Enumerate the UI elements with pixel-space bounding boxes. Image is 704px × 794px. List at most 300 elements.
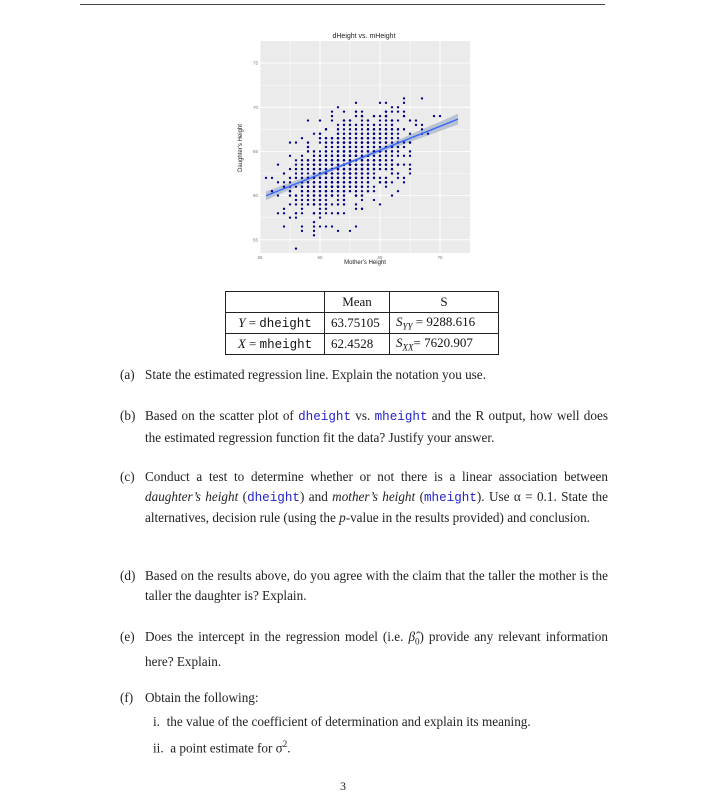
question-tag: (a) bbox=[120, 367, 135, 382]
data-point bbox=[337, 181, 339, 183]
data-point bbox=[349, 230, 351, 232]
data-point bbox=[397, 133, 399, 135]
x-tick-label: 60 bbox=[317, 255, 323, 260]
data-point bbox=[373, 155, 375, 157]
data-point bbox=[385, 137, 387, 139]
data-point bbox=[397, 177, 399, 179]
data-point bbox=[337, 124, 339, 126]
data-point bbox=[403, 146, 405, 148]
data-point bbox=[355, 190, 357, 192]
data-point bbox=[367, 119, 369, 121]
data-point bbox=[379, 141, 381, 143]
data-point bbox=[391, 111, 393, 113]
y-tick-label: 60 bbox=[252, 193, 258, 199]
data-point bbox=[361, 208, 363, 210]
data-point bbox=[391, 194, 393, 196]
data-point bbox=[379, 137, 381, 139]
page-number: 3 bbox=[340, 779, 346, 793]
question-d bbox=[120, 566, 608, 605]
row-variable: X = mheight bbox=[226, 334, 325, 355]
data-point bbox=[301, 212, 303, 214]
data-point bbox=[307, 194, 309, 196]
data-point bbox=[355, 194, 357, 196]
data-point bbox=[337, 146, 339, 148]
data-point bbox=[385, 115, 387, 117]
data-point bbox=[325, 146, 327, 148]
data-point bbox=[403, 181, 405, 183]
data-point bbox=[403, 128, 405, 130]
data-point bbox=[373, 141, 375, 143]
data-point bbox=[367, 168, 369, 170]
data-point bbox=[325, 194, 327, 196]
data-point bbox=[295, 159, 297, 161]
data-point bbox=[385, 181, 387, 183]
data-point bbox=[307, 181, 309, 183]
data-point bbox=[361, 150, 363, 152]
data-point bbox=[283, 208, 285, 210]
data-point bbox=[367, 181, 369, 183]
data-point bbox=[265, 177, 267, 179]
data-point bbox=[319, 137, 321, 139]
data-point bbox=[331, 111, 333, 113]
data-point bbox=[355, 141, 357, 143]
data-point bbox=[391, 150, 393, 152]
data-point bbox=[277, 164, 279, 166]
table-header-s: S bbox=[390, 292, 499, 313]
data-point bbox=[361, 137, 363, 139]
data-point bbox=[385, 119, 387, 121]
data-point bbox=[385, 124, 387, 126]
data-point bbox=[301, 155, 303, 157]
data-point bbox=[409, 164, 411, 166]
data-point bbox=[349, 119, 351, 121]
data-point bbox=[391, 164, 393, 166]
data-point bbox=[379, 177, 381, 179]
data-point bbox=[337, 141, 339, 143]
data-point bbox=[409, 119, 411, 121]
data-point bbox=[331, 177, 333, 179]
data-point bbox=[337, 212, 339, 214]
data-point bbox=[325, 128, 327, 130]
data-point bbox=[355, 115, 357, 117]
data-point bbox=[439, 115, 441, 117]
data-point bbox=[319, 217, 321, 219]
data-point bbox=[271, 177, 273, 179]
data-point bbox=[337, 203, 339, 205]
data-point bbox=[373, 172, 375, 174]
data-point bbox=[403, 155, 405, 157]
data-point bbox=[415, 124, 417, 126]
data-point bbox=[355, 128, 357, 130]
question-tag: (c) bbox=[120, 469, 135, 484]
data-point bbox=[397, 164, 399, 166]
data-point bbox=[409, 172, 411, 174]
data-point bbox=[301, 225, 303, 227]
data-point bbox=[319, 133, 321, 135]
data-point bbox=[349, 190, 351, 192]
data-point bbox=[289, 217, 291, 219]
table-header-blank bbox=[226, 292, 325, 313]
row-mean: 63.75105 bbox=[325, 313, 390, 334]
data-point bbox=[361, 177, 363, 179]
data-point bbox=[301, 159, 303, 161]
data-point bbox=[343, 172, 345, 174]
data-point bbox=[337, 150, 339, 152]
data-point bbox=[331, 119, 333, 121]
data-point bbox=[295, 164, 297, 166]
data-point bbox=[361, 159, 363, 161]
data-point bbox=[361, 119, 363, 121]
data-point bbox=[313, 203, 315, 205]
data-point bbox=[391, 141, 393, 143]
data-point bbox=[331, 194, 333, 196]
data-point bbox=[325, 150, 327, 152]
data-point bbox=[325, 137, 327, 139]
data-point bbox=[271, 190, 273, 192]
data-point bbox=[343, 137, 345, 139]
data-point bbox=[277, 212, 279, 214]
data-point bbox=[385, 168, 387, 170]
data-point bbox=[355, 124, 357, 126]
data-point bbox=[361, 164, 363, 166]
data-point bbox=[331, 181, 333, 183]
data-point bbox=[391, 106, 393, 108]
data-point bbox=[343, 203, 345, 205]
data-point bbox=[379, 124, 381, 126]
data-point bbox=[433, 115, 435, 117]
data-point bbox=[325, 181, 327, 183]
data-point bbox=[325, 190, 327, 192]
data-point bbox=[385, 164, 387, 166]
data-point bbox=[379, 133, 381, 135]
question-text: Does the intercept in the regression model (i.e. $\betâ_0$) provide any relevant information here? Explain. bbox=[145, 629, 608, 670]
data-point bbox=[319, 155, 321, 157]
data-point bbox=[379, 155, 381, 157]
data-point bbox=[331, 146, 333, 148]
data-point bbox=[427, 133, 429, 135]
data-point bbox=[325, 212, 327, 214]
data-point bbox=[403, 102, 405, 104]
data-point bbox=[289, 141, 291, 143]
data-point bbox=[361, 146, 363, 148]
data-point bbox=[319, 141, 321, 143]
data-point bbox=[313, 133, 315, 135]
data-point bbox=[337, 177, 339, 179]
data-point bbox=[349, 133, 351, 135]
data-point bbox=[409, 155, 411, 157]
data-point bbox=[337, 137, 339, 139]
data-point bbox=[367, 128, 369, 130]
data-point bbox=[379, 164, 381, 166]
sub-item-i: i. the value of the coefficient of determination and explain its meaning. bbox=[153, 714, 531, 729]
data-point bbox=[313, 199, 315, 201]
data-point bbox=[331, 141, 333, 143]
data-point bbox=[289, 168, 291, 170]
data-point bbox=[307, 146, 309, 148]
data-point bbox=[379, 102, 381, 104]
data-point bbox=[313, 190, 315, 192]
data-point bbox=[409, 150, 411, 152]
data-point bbox=[409, 133, 411, 135]
data-point bbox=[397, 155, 399, 157]
data-point bbox=[397, 190, 399, 192]
data-point bbox=[397, 137, 399, 139]
data-point bbox=[319, 208, 321, 210]
data-point bbox=[277, 194, 279, 196]
data-point bbox=[277, 181, 279, 183]
data-point bbox=[367, 177, 369, 179]
data-point bbox=[337, 186, 339, 188]
data-point bbox=[337, 199, 339, 201]
data-point bbox=[421, 97, 423, 99]
data-point bbox=[343, 155, 345, 157]
data-point bbox=[301, 203, 303, 205]
data-point bbox=[355, 137, 357, 139]
data-point bbox=[397, 150, 399, 152]
data-point bbox=[379, 146, 381, 148]
data-point bbox=[343, 111, 345, 113]
data-point bbox=[385, 150, 387, 152]
data-point bbox=[397, 119, 399, 121]
data-point bbox=[355, 186, 357, 188]
question-tag: (f) bbox=[120, 690, 134, 705]
data-point bbox=[385, 159, 387, 161]
data-point bbox=[385, 133, 387, 135]
question-text: Obtain the following: bbox=[145, 690, 259, 705]
data-point bbox=[361, 124, 363, 126]
data-point bbox=[385, 186, 387, 188]
data-point bbox=[331, 186, 333, 188]
data-point bbox=[289, 177, 291, 179]
data-point bbox=[301, 177, 303, 179]
data-point bbox=[397, 128, 399, 130]
data-point bbox=[313, 221, 315, 223]
data-point bbox=[391, 168, 393, 170]
data-point bbox=[319, 177, 321, 179]
data-point bbox=[325, 225, 327, 227]
data-point bbox=[313, 181, 315, 183]
data-point bbox=[373, 164, 375, 166]
data-point bbox=[295, 141, 297, 143]
data-point bbox=[331, 164, 333, 166]
data-point bbox=[295, 194, 297, 196]
data-point bbox=[403, 115, 405, 117]
data-point bbox=[355, 164, 357, 166]
data-point bbox=[349, 150, 351, 152]
data-point bbox=[307, 190, 309, 192]
data-point bbox=[337, 133, 339, 135]
table-header-row bbox=[226, 292, 499, 313]
data-point bbox=[355, 102, 357, 104]
scatter-svg bbox=[230, 28, 480, 270]
data-point bbox=[337, 168, 339, 170]
data-point bbox=[373, 177, 375, 179]
data-point bbox=[349, 146, 351, 148]
data-point bbox=[361, 115, 363, 117]
scatter-plot bbox=[230, 28, 480, 270]
data-point bbox=[361, 199, 363, 201]
data-point bbox=[343, 199, 345, 201]
data-point bbox=[421, 128, 423, 130]
data-point bbox=[313, 168, 315, 170]
question-text: Based on the results above, do you agree with the claim that the taller the mother is the taller the daughter is? Explain. bbox=[145, 568, 608, 603]
data-point bbox=[319, 194, 321, 196]
data-point bbox=[391, 159, 393, 161]
data-point bbox=[307, 172, 309, 174]
data-point bbox=[319, 199, 321, 201]
data-point bbox=[367, 190, 369, 192]
data-point bbox=[337, 194, 339, 196]
question-text: Conduct a test to determine whether or not there is a linear association between daughter’s height (dheight) and mother’s height (mheight). Use α = 0.1. State the alternatives, decision rule (using the p-value in the results provided) and conclusion. bbox=[145, 469, 608, 525]
data-point bbox=[331, 150, 333, 152]
row-variable: Y = dheight bbox=[226, 313, 325, 334]
data-point bbox=[325, 186, 327, 188]
data-point bbox=[397, 146, 399, 148]
data-point bbox=[319, 181, 321, 183]
data-point bbox=[349, 159, 351, 161]
data-point bbox=[373, 190, 375, 192]
data-point bbox=[313, 230, 315, 232]
data-point bbox=[295, 247, 297, 249]
table-header-mean: Mean bbox=[325, 292, 390, 313]
data-point bbox=[313, 212, 315, 214]
data-point bbox=[319, 168, 321, 170]
data-point bbox=[295, 172, 297, 174]
data-point bbox=[379, 203, 381, 205]
data-point bbox=[343, 133, 345, 135]
data-point bbox=[325, 155, 327, 157]
y-tick-label: 70 bbox=[252, 104, 258, 110]
data-point bbox=[373, 115, 375, 117]
data-point bbox=[301, 230, 303, 232]
data-point bbox=[337, 106, 339, 108]
data-point bbox=[307, 203, 309, 205]
row-s: $S_{YY} = 9288.616$ bbox=[390, 313, 499, 334]
data-point bbox=[361, 186, 363, 188]
data-point bbox=[391, 181, 393, 183]
data-point bbox=[367, 150, 369, 152]
data-point bbox=[319, 212, 321, 214]
data-point bbox=[343, 146, 345, 148]
data-point bbox=[343, 212, 345, 214]
data-point bbox=[373, 124, 375, 126]
data-point bbox=[307, 119, 309, 121]
data-point bbox=[355, 150, 357, 152]
y-tick-label: 65 bbox=[252, 148, 258, 154]
data-point bbox=[367, 141, 369, 143]
data-point bbox=[391, 128, 393, 130]
data-point bbox=[337, 172, 339, 174]
data-point bbox=[295, 199, 297, 201]
data-point bbox=[337, 230, 339, 232]
data-point bbox=[301, 208, 303, 210]
x-tick-label: 55 bbox=[257, 255, 263, 260]
data-point bbox=[325, 159, 327, 161]
data-point bbox=[325, 199, 327, 201]
data-point bbox=[337, 190, 339, 192]
data-point bbox=[343, 190, 345, 192]
summary-table bbox=[225, 291, 499, 355]
data-point bbox=[403, 141, 405, 143]
data-point bbox=[343, 181, 345, 183]
data-point bbox=[361, 128, 363, 130]
data-point bbox=[409, 141, 411, 143]
data-point bbox=[307, 141, 309, 143]
data-point bbox=[379, 181, 381, 183]
data-point bbox=[289, 181, 291, 183]
data-point bbox=[343, 141, 345, 143]
data-point bbox=[361, 194, 363, 196]
data-point bbox=[283, 181, 285, 183]
data-point bbox=[355, 172, 357, 174]
data-point bbox=[331, 203, 333, 205]
question-tag: (e) bbox=[120, 629, 135, 644]
data-point bbox=[307, 199, 309, 201]
data-point bbox=[337, 164, 339, 166]
data-point bbox=[313, 150, 315, 152]
data-point bbox=[373, 133, 375, 135]
data-point bbox=[349, 172, 351, 174]
data-point bbox=[313, 194, 315, 196]
data-point bbox=[349, 164, 351, 166]
data-point bbox=[307, 159, 309, 161]
data-point bbox=[343, 128, 345, 130]
data-point bbox=[313, 172, 315, 174]
data-point bbox=[403, 164, 405, 166]
data-point bbox=[397, 111, 399, 113]
data-point bbox=[307, 164, 309, 166]
x-tick-label: 70 bbox=[437, 255, 443, 260]
data-point bbox=[379, 128, 381, 130]
data-point bbox=[319, 164, 321, 166]
data-point bbox=[343, 119, 345, 121]
data-point bbox=[331, 212, 333, 214]
data-point bbox=[283, 212, 285, 214]
data-point bbox=[313, 155, 315, 157]
data-point bbox=[349, 181, 351, 183]
question-text: State the estimated regression line. Explain the notation you use. bbox=[145, 367, 486, 382]
chart-title: dHeight vs. mHeight bbox=[332, 33, 396, 40]
question-f bbox=[120, 688, 608, 708]
data-point bbox=[361, 141, 363, 143]
data-point bbox=[283, 172, 285, 174]
question-text: Based on the scatter plot of dheight vs. mheight and the R output, how well does the estimated regression function fit the data? Justify your answer. bbox=[145, 408, 608, 445]
data-point bbox=[355, 208, 357, 210]
data-point bbox=[301, 186, 303, 188]
data-point bbox=[385, 141, 387, 143]
data-point bbox=[325, 208, 327, 210]
data-point bbox=[403, 177, 405, 179]
data-point bbox=[421, 124, 423, 126]
data-point bbox=[373, 168, 375, 170]
data-point bbox=[415, 119, 417, 121]
data-point bbox=[331, 225, 333, 227]
data-point bbox=[343, 177, 345, 179]
data-point bbox=[343, 168, 345, 170]
data-point bbox=[313, 164, 315, 166]
data-point bbox=[331, 159, 333, 161]
data-point bbox=[367, 133, 369, 135]
data-point bbox=[337, 128, 339, 130]
data-point bbox=[361, 172, 363, 174]
data-point bbox=[301, 199, 303, 201]
data-point bbox=[331, 115, 333, 117]
data-point bbox=[379, 168, 381, 170]
data-point bbox=[373, 199, 375, 201]
data-point bbox=[355, 155, 357, 157]
data-point bbox=[319, 186, 321, 188]
data-point bbox=[319, 159, 321, 161]
